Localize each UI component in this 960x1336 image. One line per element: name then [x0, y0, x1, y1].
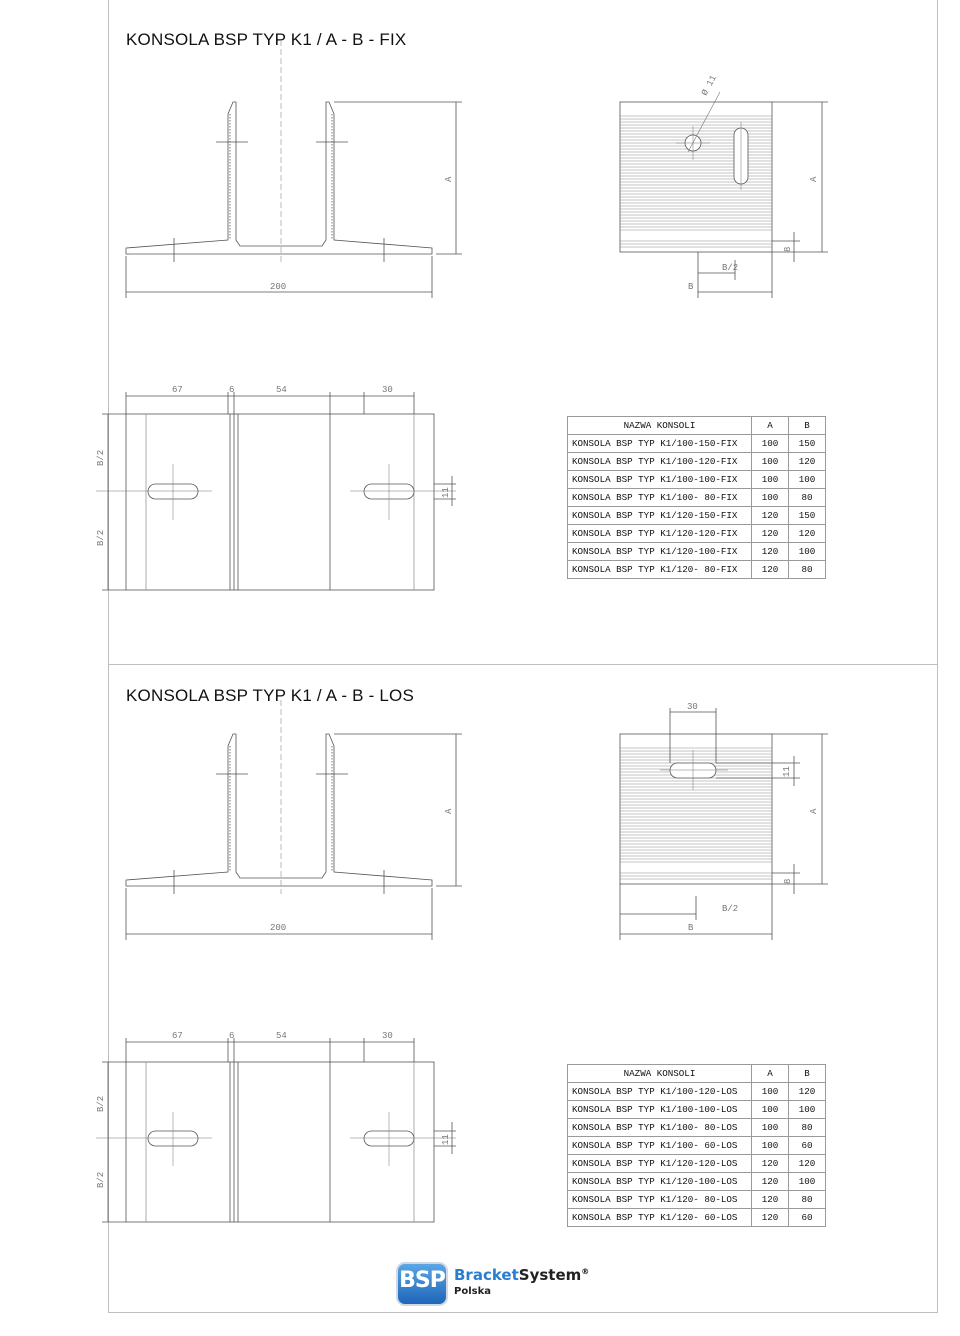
- cell-a: 120: [752, 1173, 789, 1191]
- cell-a: 100: [752, 1137, 789, 1155]
- logo-name: [454, 1266, 589, 1284]
- dim-67-los: 67: [172, 1031, 183, 1041]
- dim-11-side-los: 11: [782, 766, 792, 777]
- dim-hole: Ø 11: [699, 73, 719, 98]
- cell-b: 120: [789, 1155, 826, 1173]
- table-header-row: [568, 1065, 826, 1083]
- cell-b: 120: [789, 1083, 826, 1101]
- cell-b: 60: [789, 1209, 826, 1227]
- cell-b: 80: [789, 561, 826, 579]
- table-row: [568, 453, 826, 471]
- cell-b: 80: [789, 1119, 826, 1137]
- cell-a: 100: [752, 1119, 789, 1137]
- header-a: A: [752, 417, 789, 435]
- table-row: [568, 1191, 826, 1209]
- header-name: NAZWA KONSOLI: [568, 417, 752, 435]
- bracketsystem-logo: [396, 1262, 590, 1306]
- cell-a: 100: [752, 435, 789, 453]
- section-title-los: KONSOLA BSP TYP K1 / A - B - LOS: [126, 686, 414, 705]
- header-name: NAZWA KONSOLI: [568, 1065, 752, 1083]
- cell-name: KONSOLA BSP TYP K1/100-120-FIX: [568, 453, 752, 471]
- cell-name: KONSOLA BSP TYP K1/100- 80-LOS: [568, 1119, 752, 1137]
- section-title-fix: KONSOLA BSP TYP K1 / A - B - FIX: [126, 30, 407, 49]
- dim-b-half-lower: B/2: [96, 529, 106, 546]
- logo-subtitle: Polska: [454, 1286, 491, 1297]
- logo-registered: ®: [581, 1267, 590, 1276]
- dim-54-los: 54: [276, 1031, 287, 1041]
- cell-b: 100: [789, 543, 826, 561]
- cell-name: KONSOLA BSP TYP K1/120- 60-LOS: [568, 1209, 752, 1227]
- spec-table-los: [567, 1064, 826, 1227]
- cell-b: 150: [789, 507, 826, 525]
- table-row: [568, 471, 826, 489]
- cell-name: KONSOLA BSP TYP K1/100- 80-FIX: [568, 489, 752, 507]
- cell-a: 100: [752, 1083, 789, 1101]
- cell-name: KONSOLA BSP TYP K1/120-100-FIX: [568, 543, 752, 561]
- cell-b: 80: [789, 489, 826, 507]
- cell-b: 120: [789, 453, 826, 471]
- cell-b: 80: [789, 1191, 826, 1209]
- cell-a: 120: [752, 525, 789, 543]
- dim-6: 6: [229, 385, 235, 395]
- cell-name: KONSOLA BSP TYP K1/120-100-LOS: [568, 1173, 752, 1191]
- cell-a: 120: [752, 1191, 789, 1209]
- dim-b-half-upper-los: B/2: [96, 1095, 106, 1112]
- table-row: [568, 507, 826, 525]
- table-header-row: [568, 417, 826, 435]
- table-row: [568, 1209, 826, 1227]
- dim-11: 11: [441, 487, 451, 498]
- cell-name: KONSOLA BSP TYP K1/100-120-LOS: [568, 1083, 752, 1101]
- table-row: [568, 561, 826, 579]
- dim-67: 67: [172, 385, 183, 395]
- dim-11-los: 11: [441, 1134, 451, 1145]
- table-row: [568, 1173, 826, 1191]
- cell-a: 120: [752, 1209, 789, 1227]
- logo-name-part2: System: [518, 1266, 582, 1284]
- los-base-view: [96, 1038, 456, 1222]
- cell-b: 100: [789, 1101, 826, 1119]
- cell-name: KONSOLA BSP TYP K1/120- 80-LOS: [568, 1191, 752, 1209]
- cell-name: KONSOLA BSP TYP K1/100- 60-LOS: [568, 1137, 752, 1155]
- dim-30: 30: [382, 385, 393, 395]
- cell-name: KONSOLA BSP TYP K1/120-150-FIX: [568, 507, 752, 525]
- cell-name: KONSOLA BSP TYP K1/120-120-FIX: [568, 525, 752, 543]
- dim-b-half-lower-los: B/2: [96, 1171, 106, 1188]
- cell-a: 100: [752, 489, 789, 507]
- cell-a: 120: [752, 1155, 789, 1173]
- cell-b: 60: [789, 1137, 826, 1155]
- cell-name: KONSOLA BSP TYP K1/100-100-FIX: [568, 471, 752, 489]
- dim-a-side: A: [809, 176, 819, 182]
- cell-a: 120: [752, 507, 789, 525]
- header-a: A: [752, 1065, 789, 1083]
- table-row: [568, 525, 826, 543]
- cell-name: KONSOLA BSP TYP K1/100-150-FIX: [568, 435, 752, 453]
- fix-base-view: [96, 392, 456, 590]
- dim-a-los: A: [444, 808, 454, 814]
- fix-front-view: [126, 40, 462, 298]
- cell-b: 150: [789, 435, 826, 453]
- table-row: [568, 1101, 826, 1119]
- cell-a: 120: [752, 561, 789, 579]
- dim-b: B: [688, 282, 694, 292]
- dim-30-side-los: 30: [687, 702, 698, 712]
- los-front-view: [126, 700, 462, 940]
- dim-30-los: 30: [382, 1031, 393, 1041]
- cell-a: 100: [752, 471, 789, 489]
- dim-8-los: 8: [783, 878, 793, 884]
- cell-name: KONSOLA BSP TYP K1/120- 80-FIX: [568, 561, 752, 579]
- cell-a: 100: [752, 453, 789, 471]
- dim-a: A: [444, 176, 454, 182]
- cell-a: 120: [752, 543, 789, 561]
- table-row: [568, 1119, 826, 1137]
- table-row: [568, 435, 826, 453]
- spec-table-fix: [567, 416, 826, 579]
- dim-b-los: B: [688, 923, 694, 933]
- header-b: B: [789, 417, 826, 435]
- bsp-logo-badge: [396, 1262, 448, 1306]
- cell-name: KONSOLA BSP TYP K1/100-100-LOS: [568, 1101, 752, 1119]
- dim-6-los: 6: [229, 1031, 235, 1041]
- cell-b: 100: [789, 1173, 826, 1191]
- dim-200-los: 200: [270, 923, 287, 933]
- cell-a: 100: [752, 1101, 789, 1119]
- dim-b-half-los: B/2: [722, 904, 739, 914]
- cell-name: KONSOLA BSP TYP K1/120-120-LOS: [568, 1155, 752, 1173]
- dim-54: 54: [276, 385, 287, 395]
- cell-b: 100: [789, 471, 826, 489]
- table-row: [568, 489, 826, 507]
- dim-b-half: B/2: [722, 263, 739, 273]
- cell-b: 120: [789, 525, 826, 543]
- logo-badge-text: BSP: [399, 1268, 445, 1293]
- table-row: [568, 543, 826, 561]
- header-b: B: [789, 1065, 826, 1083]
- table-row: [568, 1155, 826, 1173]
- dim-a-side-los: A: [809, 808, 819, 814]
- dim-b-half-upper: B/2: [96, 449, 106, 466]
- dim-8: 8: [783, 246, 793, 252]
- table-row: [568, 1137, 826, 1155]
- dim-200: 200: [270, 282, 287, 292]
- table-row: [568, 1083, 826, 1101]
- logo-name-part1: Bracket: [454, 1266, 519, 1284]
